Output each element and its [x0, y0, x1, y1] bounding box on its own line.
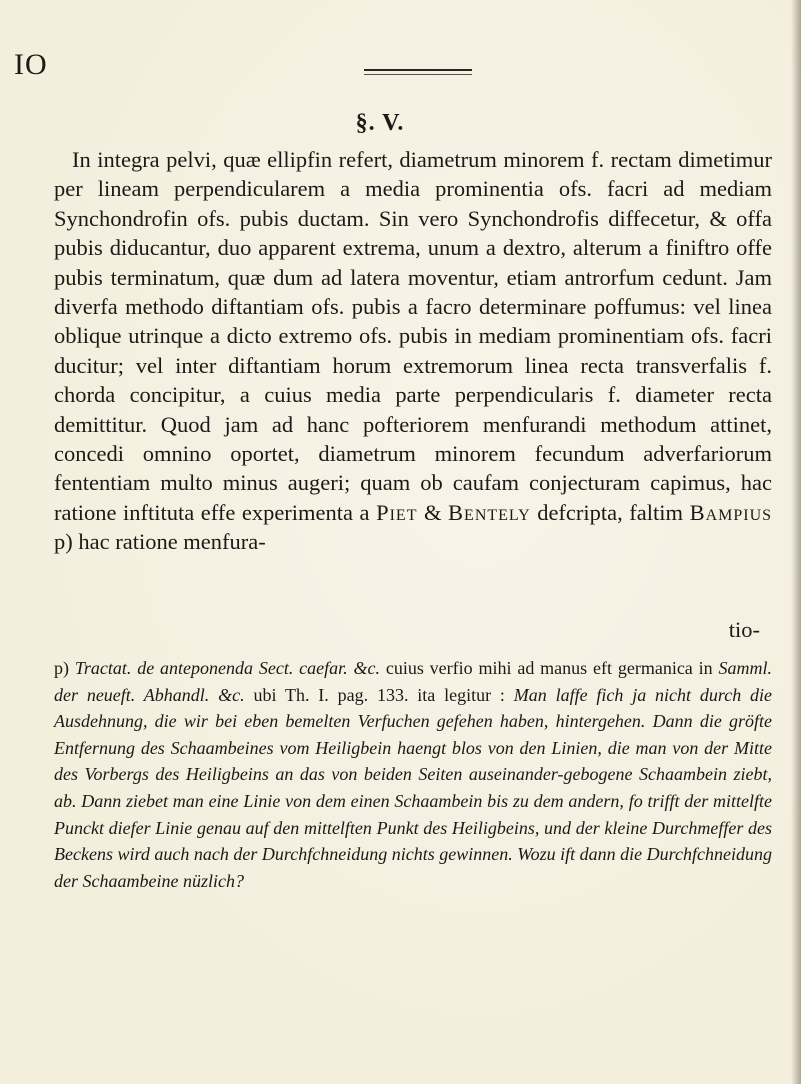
page-edge-shadow [791, 0, 801, 1084]
main-paragraph [54, 145, 772, 557]
footnote-latin-1: cuius verfio mihi ad manus eft germanica in [385, 658, 713, 678]
author-piet: Piet [376, 499, 418, 525]
main-paragraph-mid: defcripta, faltim [537, 499, 684, 525]
section-heading: §. V. [355, 110, 405, 136]
page-number: IO [14, 48, 48, 81]
author-bampius: Bampius [689, 499, 773, 525]
header-rule-thin [364, 74, 472, 75]
footnote [54, 655, 772, 894]
main-paragraph-tail: p) hac ratione menfura- [54, 529, 266, 555]
footnote-german-quote: Man laffe fich ja nicht durch die Ausdehnung, die wir bei eben bemelten Verfuchen gefehen haben, hintergehen. Dann die gröfte Entfernung des Schaambeines vom Heiligbein haengt blos von den Linien, die man von der Mitte des Vorbergs des Heiligbeins an das von beiden Seiten auseinander-gebogene Schaambein ziebt, ab. Dann ziebet man eine Linie von dem einen Schaambein bis zu dem andern, fo trifft der mittelfte Punckt diefer Linie genau auf den mittelften Punkt des Heiligbeins, und der kleine Durchmeffer des Beckens wird auch nach der Durchfchneidung nichts gewinnen. Wozu ift dann die Durchfchneidung der Schaambeine nüzlich? [54, 684, 773, 891]
ampersand: & [424, 499, 442, 525]
footnote-latin-2: ubi Th. I. pag. 133. ita legitur : [253, 684, 505, 705]
footnote-marker: p) [54, 658, 69, 678]
main-paragraph-text: In integra pelvi, quæ ellipfin refert, diametrum minorem f. rectam dimetimur per lineam perpendicularem a media prominentia ofs. facri ad mediam Synchondrofin ofs. pubis ductam. Sin vero Synchondrofis diffecetur, & offa pubis diducantur, duo apparent extrema, unum a dextro, alterum a finiftro offe pubis terminatum, quæ dum ad latera moventur, etiam antrorfum cedunt. Jam diverfa methodo diftantiam ofs. pubis a facro determinare poffumus: vel linea oblique utrinque a dicto extremo ofs. pubis in mediam prominentiam ofs. facri ducitur; vel inter diftantiam horum extremorum linea recta transverfalis f. chorda concipitur, a cuius media parte perpendicularis f. diameter recta demittitur. Quod jam ad hanc pofteriorem menfurandi methodum attinet, concedi omnino oportet, diametrum minorem fecundum adverfariorum fententiam multo minus augeri; quam ob caufam conjecturam capimus, hac ratione inftituta effe experimenta a [54, 147, 772, 525]
footnote-ref-journal: Samml. der neueft. Abhandl. &c. [54, 658, 772, 705]
author-bentely: Bentely [448, 499, 531, 525]
catchword: tio- [728, 617, 760, 642]
footnote-ref-title: Tractat. de anteponenda Sect. caefar. &c. [74, 658, 380, 678]
header-rule [364, 69, 472, 71]
